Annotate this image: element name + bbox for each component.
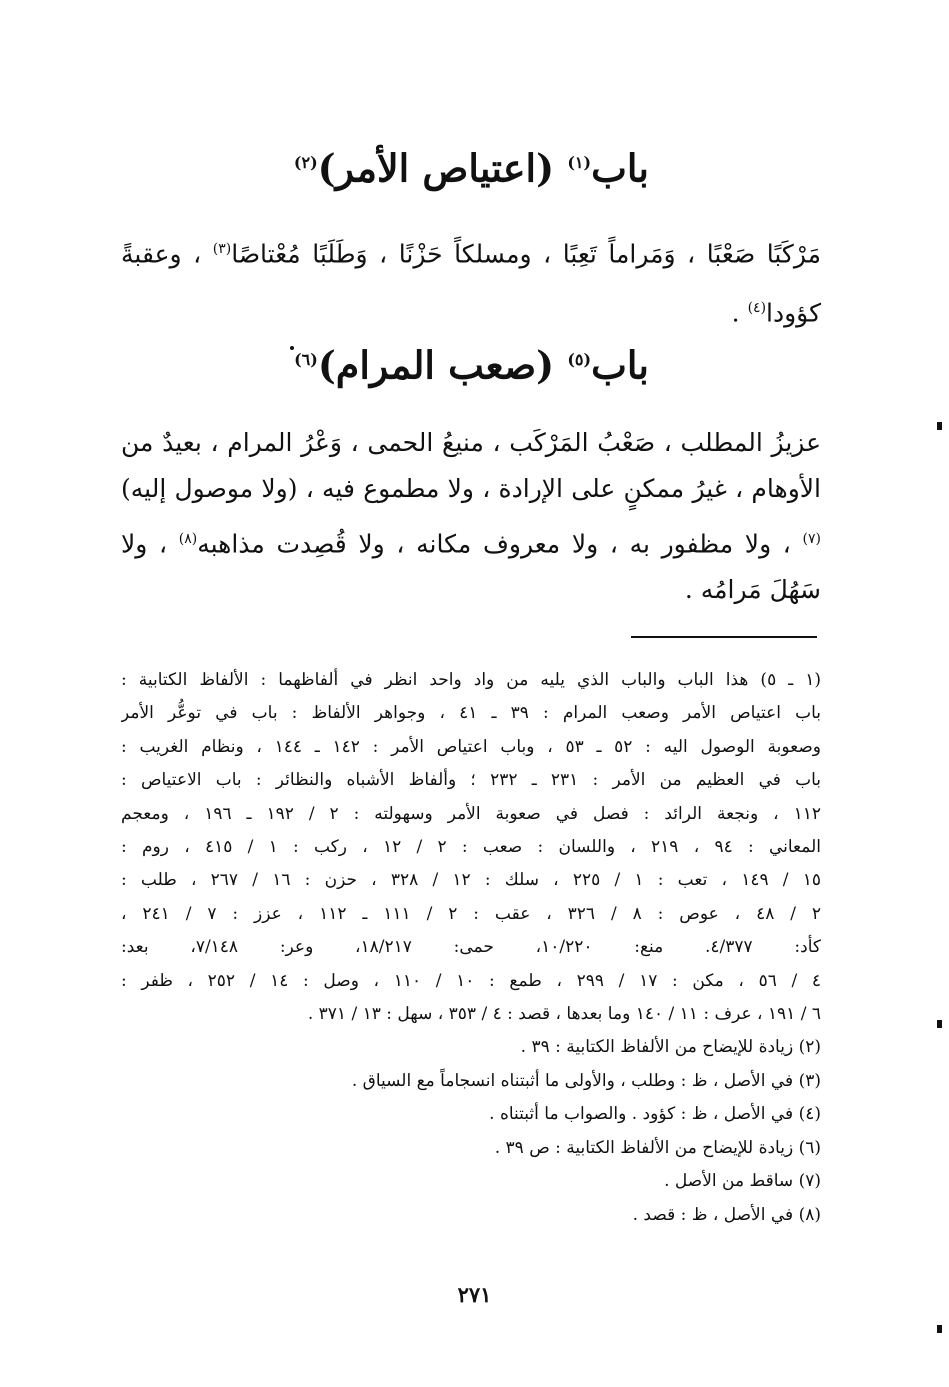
scan-speck (290, 346, 294, 350)
footnote-ref-6[interactable]: (٦) (294, 350, 318, 369)
section-paragraph-1 (121, 222, 821, 341)
scan-edge-mark (937, 1020, 942, 1028)
footnote-4: (٤) في الأصل ، ظ : كؤود . والصواب ما أثبتناه . (489, 1104, 821, 1125)
footnote-line: ٦ / ١٩١ ، عرف : ١١ / ١٤٠ وما بعدها ، قصد : ٤ / ٣٥٣ ، سهل : ١٣ / ٣٧١ . (307, 1004, 821, 1025)
footnote-line: كأد: ٤/٣٧٧. منع: ١٠/٢٢٠، حمى: ١٨/٢١٧، وعر: ٧/١٤٨، بعد: (121, 937, 821, 958)
footnote-ref-7[interactable]: (٧) (802, 531, 821, 547)
footnote-ref-8[interactable]: (٨) (178, 531, 198, 547)
footnote-2: (٢) زيادة للإيضاح من الألفاظ الكتابية : ٣٩ . (520, 1037, 821, 1058)
page-number: ٢٧١ (457, 1282, 492, 1307)
footnote-7: (٧) ساقط من الأصل . (664, 1171, 821, 1192)
footnote-separator (631, 636, 817, 638)
heading-title: (اعتياص الأمر) (317, 145, 555, 191)
paragraph-end: . (731, 298, 748, 328)
footnote-8: (٨) في الأصل ، ظ : قصد . (632, 1204, 821, 1225)
scan-edge-mark (937, 1325, 942, 1333)
section-paragraph-2 (121, 420, 821, 613)
heading-word: باب (591, 342, 649, 388)
footnote-6: (٦) زيادة للإيضاح من الألفاظ الكتابية : ص ٣٩ . (494, 1137, 821, 1158)
heading-word: باب (591, 145, 649, 191)
paragraph-text-continued: ، ولا مظفور به ، ولا معروف مكانه ، ولا قُصِدت مذاهبه (197, 529, 803, 559)
paragraph-text: مَرْكَبًا صَعْبًا ، وَمَراماً تَعِبًا ، ومسلكاً حَزْنًا ، وَطَلَبًا مُعْتاصًا (231, 239, 822, 269)
paragraph-text-continued: ، وعقبةً كؤودا (121, 239, 821, 328)
footnote-line: (١ ـ ٥) هذا الباب والباب الذي يليه من واد واحد انظر في ألفاظهما : الألفاظ الكتابية : (121, 670, 821, 690)
paragraph-text-end: ، ولا سَهُلَ مَرامُه . (121, 529, 821, 605)
footnote-ref-1[interactable]: (١) (567, 153, 592, 172)
section-heading-1 (229, 138, 649, 194)
paragraph-text: عزيزُ المطلب ، صَعْبُ المَرْكَب ، منيعُ الحمى ، وَعْرُ المرام ، بعيدٌ من الأوهام ، غيرُ ممكنٍ على الإرادة ، ولا مطموع فيه ، (ولا موصول إليه) (121, 428, 821, 503)
footnote-ref-2[interactable]: (٢) (293, 153, 318, 172)
footnote-line: ١٥ / ١٤٩ ، تعب : ١ / ٢٢٥ ، سلك : ١٢ / ٣٢٨ ، حزن : ١٦ / ٢٦٧ ، طلب : (121, 870, 821, 891)
footnote-line: باب اعتياص الأمر وصعب المرام : ٣٩ ـ ٤١ ، وجواهر الألفاظ : باب في توعُّر الأمر (121, 703, 821, 724)
heading-title: (صعب المرام) (317, 342, 555, 388)
section-heading-2 (229, 335, 649, 391)
scan-edge-mark (937, 422, 942, 430)
footnotes (121, 664, 821, 1232)
footnote-line: باب في العظيم من الأمر : ٢٣١ ـ ٢٣٢ ؛ وألفاظ الأشباه والنظائر : باب الاعتياص : (121, 770, 821, 791)
footnote-line: المعاني : ٩٤ ، ٢١٩ ، واللسان : صعب : ٢ / ١٢ ، ركب : ١ / ٤١٥ ، روم : (121, 837, 821, 858)
footnote-line: ١١٢ ، ونجعة الرائد : فصل في صعوبة الأمر وسهولته : ٢ / ١٩٢ ـ ١٩٦ ، ومعجم (121, 803, 821, 824)
footnote-ref-3[interactable]: (٣) (212, 241, 232, 257)
footnote-line: ٢ / ٤٨ ، عوص : ٨ / ٣٢٦ ، عقب : ٢ / ١١١ ـ ١١٢ ، عزز : ٧ / ٢٤١ ، (121, 903, 821, 924)
footnote-line: ٤ / ٥٦ ، مكن : ١٧ / ٢٩٩ ، طمع : ١٠ / ١١٠ ، وصل : ١٤ / ٢٥٢ ، ظفر : (121, 970, 821, 991)
footnote-ref-5[interactable]: (٥) (567, 350, 592, 369)
footnote-line: وصعوبة الوصول اليه : ٥٢ ـ ٥٣ ، وباب اعتياص الأمر : ١٤٢ ـ ١٤٤ ، ونظام الغريب : (121, 736, 821, 757)
footnote-3: (٣) في الأصل ، ظ : وطلب ، والأولى ما أثبتناه انسجاماً مع السياق . (351, 1070, 821, 1091)
footnote-ref-4[interactable]: (٤) (747, 300, 767, 317)
